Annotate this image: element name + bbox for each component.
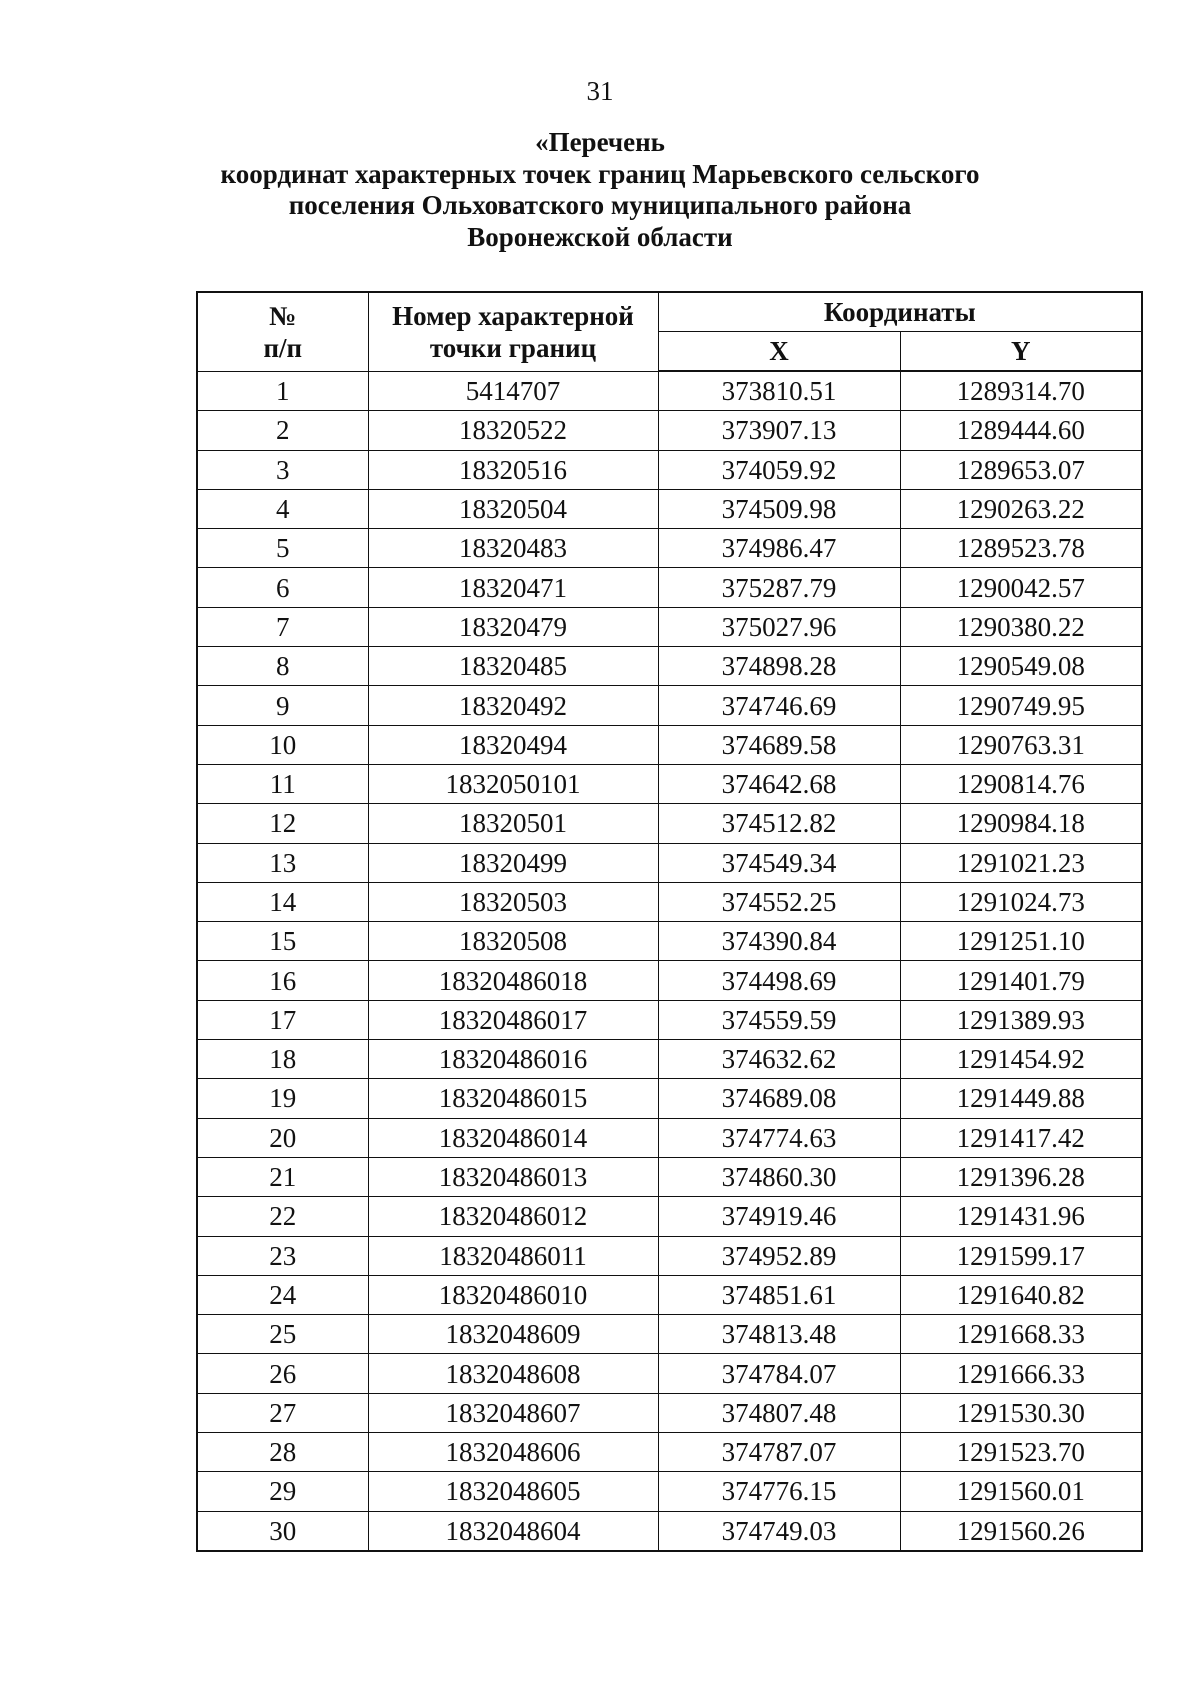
- table-row: [197, 1040, 1142, 1079]
- table-row: [197, 1315, 1142, 1354]
- header-x: X: [658, 332, 900, 372]
- cell-row-number: 11: [197, 764, 368, 803]
- cell-x: 374787.07: [658, 1433, 900, 1472]
- cell-y: 1289653.07: [900, 450, 1142, 489]
- cell-x: 373810.51: [658, 371, 900, 411]
- cell-y: 1290984.18: [900, 804, 1142, 843]
- cell-point-number: 18320486015: [368, 1079, 658, 1118]
- cell-row-number: 16: [197, 961, 368, 1000]
- cell-point-number: 18320479: [368, 607, 658, 646]
- cell-point-number: 18320486013: [368, 1157, 658, 1196]
- cell-row-number: 7: [197, 607, 368, 646]
- cell-point-number: 18320503: [368, 882, 658, 921]
- cell-point-number: 18320504: [368, 489, 658, 528]
- table-row: [197, 1511, 1142, 1551]
- cell-point-number: 18320486017: [368, 1000, 658, 1039]
- cell-y: 1290763.31: [900, 725, 1142, 764]
- table-row: [197, 961, 1142, 1000]
- cell-y: 1291668.33: [900, 1315, 1142, 1354]
- table-row: [197, 725, 1142, 764]
- cell-row-number: 5: [197, 529, 368, 568]
- table-row: [197, 843, 1142, 882]
- cell-y: 1290749.95: [900, 686, 1142, 725]
- cell-point-number: 1832048606: [368, 1433, 658, 1472]
- cell-row-number: 4: [197, 489, 368, 528]
- cell-point-number: 18320516: [368, 450, 658, 489]
- cell-x: 375027.96: [658, 607, 900, 646]
- cell-x: 374776.15: [658, 1472, 900, 1511]
- header-row-number-line2: п/п: [263, 332, 303, 363]
- table-row: [197, 1236, 1142, 1275]
- table-row: [197, 568, 1142, 607]
- cell-x: 374986.47: [658, 529, 900, 568]
- cell-point-number: 18320508: [368, 922, 658, 961]
- cell-x: 374632.62: [658, 1040, 900, 1079]
- table-row: [197, 1000, 1142, 1039]
- cell-y: 1290042.57: [900, 568, 1142, 607]
- page-number: 31: [586, 76, 614, 106]
- cell-y: 1291449.88: [900, 1079, 1142, 1118]
- cell-x: 374746.69: [658, 686, 900, 725]
- cell-x: 374642.68: [658, 764, 900, 803]
- cell-x: 374498.69: [658, 961, 900, 1000]
- cell-x: 374952.89: [658, 1236, 900, 1275]
- cell-point-number: 18320499: [368, 843, 658, 882]
- cell-y: 1290380.22: [900, 607, 1142, 646]
- table-row: [197, 764, 1142, 803]
- cell-y: 1291431.96: [900, 1197, 1142, 1236]
- header-point-number: [368, 292, 658, 371]
- table-row: [197, 1197, 1142, 1236]
- cell-x: 373907.13: [658, 411, 900, 450]
- cell-point-number: 18320486011: [368, 1236, 658, 1275]
- cell-point-number: 18320501: [368, 804, 658, 843]
- table-row: [197, 647, 1142, 686]
- cell-y: 1291454.92: [900, 1040, 1142, 1079]
- table-row: [197, 922, 1142, 961]
- table-header: [197, 292, 1142, 371]
- cell-y: 1291640.82: [900, 1275, 1142, 1314]
- cell-x: 374774.63: [658, 1118, 900, 1157]
- cell-y: 1291396.28: [900, 1157, 1142, 1196]
- cell-x: 374807.48: [658, 1393, 900, 1432]
- table-row: [197, 371, 1142, 411]
- cell-y: 1291523.70: [900, 1433, 1142, 1472]
- cell-point-number: 18320522: [368, 411, 658, 450]
- cell-row-number: 17: [197, 1000, 368, 1039]
- cell-y: 1291560.26: [900, 1511, 1142, 1551]
- title-line: координат характерных точек границ Марьевского сельского: [220, 158, 980, 189]
- cell-x: 374749.03: [658, 1511, 900, 1551]
- cell-point-number: 1832048607: [368, 1393, 658, 1432]
- title-line: «Перечень: [535, 127, 665, 157]
- cell-x: 375287.79: [658, 568, 900, 607]
- cell-y: 1291021.23: [900, 843, 1142, 882]
- title-line: Воронежской области: [467, 221, 733, 252]
- cell-x: 374813.48: [658, 1315, 900, 1354]
- cell-point-number: 18320486010: [368, 1275, 658, 1314]
- cell-row-number: 2: [197, 411, 368, 450]
- title-line: поселения Ольховатского муниципального района: [288, 190, 912, 220]
- cell-point-number: 5414707: [368, 371, 658, 411]
- cell-point-number: 18320494: [368, 725, 658, 764]
- cell-y: 1291560.01: [900, 1472, 1142, 1511]
- cell-row-number: 29: [197, 1472, 368, 1511]
- table-row: [197, 450, 1142, 489]
- cell-y: 1291599.17: [900, 1236, 1142, 1275]
- cell-row-number: 8: [197, 647, 368, 686]
- header-point-number-line2: точки границ: [429, 332, 597, 363]
- cell-x: 374784.07: [658, 1354, 900, 1393]
- table-row: [197, 411, 1142, 450]
- cell-point-number: 18320492: [368, 686, 658, 725]
- cell-row-number: 27: [197, 1393, 368, 1432]
- cell-row-number: 3: [197, 450, 368, 489]
- cell-point-number: 18320486018: [368, 961, 658, 1000]
- cell-row-number: 12: [197, 804, 368, 843]
- coordinates-table: [196, 291, 1143, 1552]
- table-row: [197, 804, 1142, 843]
- cell-y: 1290263.22: [900, 489, 1142, 528]
- cell-y: 1289523.78: [900, 529, 1142, 568]
- table-row: [197, 1433, 1142, 1472]
- cell-point-number: 1832048609: [368, 1315, 658, 1354]
- table-row: [197, 1275, 1142, 1314]
- header-row-number-line1: №: [269, 300, 297, 331]
- cell-y: 1291666.33: [900, 1354, 1142, 1393]
- table-row: [197, 607, 1142, 646]
- cell-x: 374512.82: [658, 804, 900, 843]
- cell-row-number: 18: [197, 1040, 368, 1079]
- cell-point-number: 18320471: [368, 568, 658, 607]
- cell-row-number: 13: [197, 843, 368, 882]
- cell-row-number: 6: [197, 568, 368, 607]
- cell-row-number: 19: [197, 1079, 368, 1118]
- cell-x: 374919.46: [658, 1197, 900, 1236]
- cell-row-number: 25: [197, 1315, 368, 1354]
- table-row: [197, 1157, 1142, 1196]
- cell-y: 1291024.73: [900, 882, 1142, 921]
- cell-x: 374689.08: [658, 1079, 900, 1118]
- cell-point-number: 1832048605: [368, 1472, 658, 1511]
- cell-y: 1291251.10: [900, 922, 1142, 961]
- cell-x: 374509.98: [658, 489, 900, 528]
- table-row: [197, 529, 1142, 568]
- cell-row-number: 22: [197, 1197, 368, 1236]
- cell-y: 1290814.76: [900, 764, 1142, 803]
- cell-point-number: 18320486014: [368, 1118, 658, 1157]
- table-row: [197, 1472, 1142, 1511]
- cell-y: 1289444.60: [900, 411, 1142, 450]
- cell-y: 1291530.30: [900, 1393, 1142, 1432]
- header-coordinates: Координаты: [658, 292, 1142, 332]
- cell-x: 374559.59: [658, 1000, 900, 1039]
- document-title: [0, 127, 1200, 253]
- cell-y: 1290549.08: [900, 647, 1142, 686]
- cell-x: 374549.34: [658, 843, 900, 882]
- cell-point-number: 1832048604: [368, 1511, 658, 1551]
- cell-row-number: 20: [197, 1118, 368, 1157]
- cell-point-number: 18320485: [368, 647, 658, 686]
- cell-x: 374059.92: [658, 450, 900, 489]
- cell-point-number: 18320483: [368, 529, 658, 568]
- table-row: [197, 686, 1142, 725]
- cell-row-number: 21: [197, 1157, 368, 1196]
- cell-y: 1291401.79: [900, 961, 1142, 1000]
- cell-row-number: 14: [197, 882, 368, 921]
- table-row: [197, 489, 1142, 528]
- cell-row-number: 26: [197, 1354, 368, 1393]
- cell-point-number: 1832048608: [368, 1354, 658, 1393]
- table-row: [197, 1079, 1142, 1118]
- cell-point-number: 18320486012: [368, 1197, 658, 1236]
- header-y: Y: [900, 332, 1142, 372]
- cell-point-number: 18320486016: [368, 1040, 658, 1079]
- cell-y: 1291389.93: [900, 1000, 1142, 1039]
- cell-row-number: 28: [197, 1433, 368, 1472]
- cell-row-number: 9: [197, 686, 368, 725]
- cell-y: 1291417.42: [900, 1118, 1142, 1157]
- cell-row-number: 24: [197, 1275, 368, 1314]
- cell-x: 374898.28: [658, 647, 900, 686]
- table-body: [197, 371, 1142, 1551]
- cell-x: 374851.61: [658, 1275, 900, 1314]
- table-row: [197, 882, 1142, 921]
- table-row: [197, 1393, 1142, 1432]
- table-row: [197, 1118, 1142, 1157]
- cell-x: 374552.25: [658, 882, 900, 921]
- table-row: [197, 1354, 1142, 1393]
- cell-point-number: 1832050101: [368, 764, 658, 803]
- cell-row-number: 10: [197, 725, 368, 764]
- cell-row-number: 1: [197, 371, 368, 411]
- header-row-number: [197, 292, 368, 371]
- cell-x: 374390.84: [658, 922, 900, 961]
- cell-row-number: 23: [197, 1236, 368, 1275]
- cell-row-number: 30: [197, 1511, 368, 1551]
- header-point-number-line1: Номер характерной: [392, 300, 634, 331]
- cell-x: 374860.30: [658, 1157, 900, 1196]
- cell-row-number: 15: [197, 922, 368, 961]
- cell-x: 374689.58: [658, 725, 900, 764]
- cell-y: 1289314.70: [900, 371, 1142, 411]
